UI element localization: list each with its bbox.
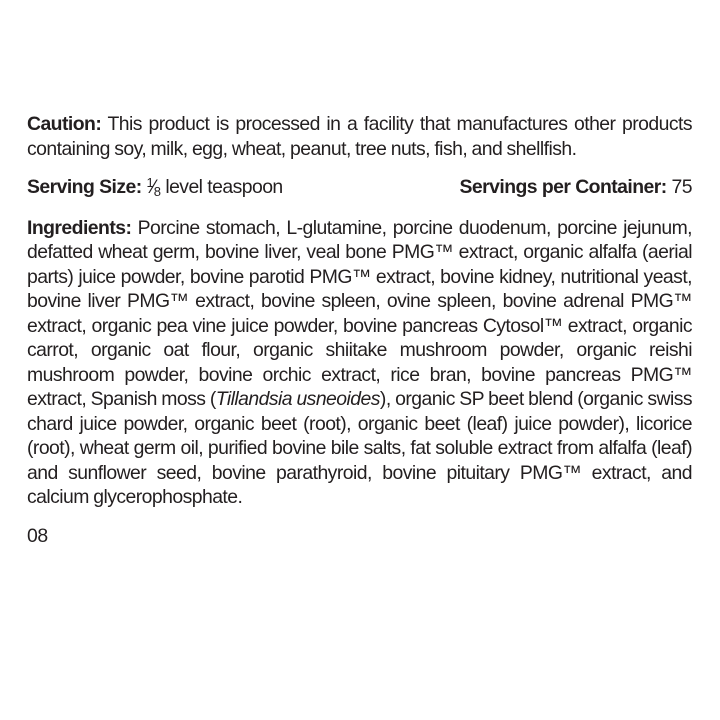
serving-size [27, 175, 283, 202]
serving-size-fraction: 1⁄8 [146, 175, 161, 199]
ingredients-text-part-1: Porcine stomach, L-glutamine, porcine duodenum, porcine jejunum, defatted wheat germ, bovine liver, veal bone PMG™ extract, organic alfalfa (aerial parts) juice powder, bovine parotid PMG™ extract, bovine kidney, nutritional yeast, bovine liver PMG™ extract, bovine spleen, ovine spleen, bovine adrenal PMG™ extract, organic pea vine juice powder, bovine pancreas Cytosol™ extract, organic carrot, organic oat flour, organic shiitake mushroom powder, organic reishi mushroom powder, bovine orchic extract, rice bran, bovine pancreas PMG™ extract, Spanish moss ( [27, 216, 693, 410]
caution-text: This product is processed in a facility that manufactures other products containing soy, milk, egg, wheat, peanut, tree nuts, fish, and shellfish. [27, 113, 692, 160]
ingredients-statement [27, 216, 692, 510]
serving-size-label: Serving Size: [27, 176, 142, 198]
supplement-label-panel [27, 112, 692, 548]
lot-code: 08 [27, 524, 48, 547]
caution-statement [27, 112, 692, 161]
servings-per-container-value: 75 [671, 176, 692, 198]
ingredients-text-part-2: ), organic SP beet blend (organic swiss chard juice powder, organic beet (root), organic beet (leaf) juice powder), licorice (root), wheat germ oil, purified bovine bile salts, fat soluble extract from alfalfa (leaf) and sunflower seed, bovine parathyroid, bovine pituitary PMG™ extract, and calcium glycerophosphate. [27, 388, 693, 508]
fraction-numerator: 1 [146, 175, 154, 190]
servings-per-container-label: Servings per Container: [459, 176, 667, 198]
ingredients-section [27, 216, 692, 510]
caution-label: Caution: [27, 113, 102, 135]
ingredients-label: Ingredients: [27, 216, 132, 239]
serving-info-row [27, 175, 692, 202]
fraction-denominator: 8 [153, 184, 161, 199]
ingredients-italic-species: Tillandsia usneoides [215, 388, 380, 410]
servings-per-container [460, 175, 692, 202]
serving-size-text: level teaspoon [165, 176, 283, 198]
